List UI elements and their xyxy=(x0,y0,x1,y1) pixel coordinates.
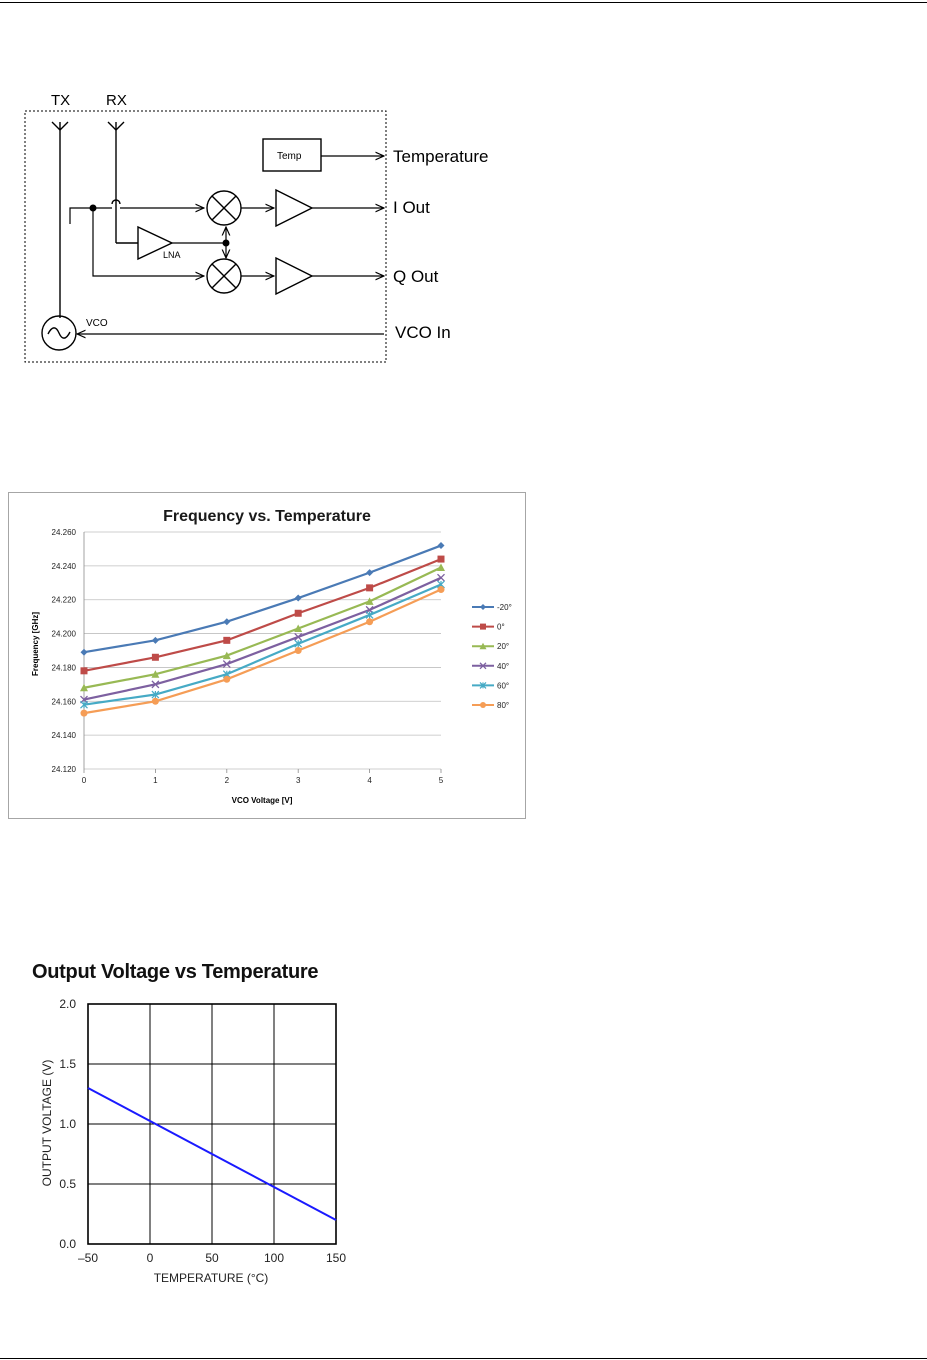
lna-label: LNA xyxy=(163,250,181,260)
x-tick-label: 50 xyxy=(205,1251,219,1265)
data-point xyxy=(152,698,159,705)
lo-junction-dot xyxy=(90,205,97,212)
temperature-output-label: Temperature xyxy=(393,147,489,166)
y-tick-label: 0.5 xyxy=(59,1177,76,1191)
y-tick-label: 24.160 xyxy=(51,697,76,707)
x-tick-label: –50 xyxy=(77,1251,99,1265)
top-rule xyxy=(0,2,927,3)
rx-antenna-icon xyxy=(108,122,138,243)
temp-block-label: Temp xyxy=(277,151,302,162)
data-point xyxy=(480,624,486,630)
x-axis-title: VCO Voltage [V] xyxy=(231,796,293,805)
tx-antenna-icon xyxy=(52,122,68,318)
output-voltage-vs-temperature-chart xyxy=(20,955,360,1295)
y-tick-label: 1.0 xyxy=(59,1117,76,1131)
legend-label: 80° xyxy=(497,701,510,710)
vco-label: VCO xyxy=(86,318,108,329)
x-tick-label: 2 xyxy=(224,776,230,785)
y-tick-label: 0.0 xyxy=(59,1237,76,1251)
x-tick-label: 150 xyxy=(325,1251,347,1265)
y-tick-label: 1.5 xyxy=(59,1057,76,1071)
i-out-label: I Out xyxy=(393,198,430,217)
y-tick-label: 24.200 xyxy=(51,629,76,639)
y-tick-label: 24.220 xyxy=(51,595,76,605)
frequency-vs-temperature-chart xyxy=(8,492,526,820)
y-axis-title: Frequency [GHz] xyxy=(31,611,40,677)
chart-title: Frequency vs. Temperature xyxy=(163,508,371,525)
legend-label: 40° xyxy=(497,661,510,671)
vco-oscillator-icon xyxy=(42,316,76,350)
data-point xyxy=(223,676,230,683)
lo-lines xyxy=(70,208,204,276)
y-tick-label: 24.140 xyxy=(51,731,76,741)
rx-label: RX xyxy=(106,92,127,109)
x-tick-label: 100 xyxy=(263,1251,285,1265)
data-point xyxy=(366,618,373,625)
legend-label: 60° xyxy=(497,681,510,691)
x-tick-label: 1 xyxy=(153,776,158,785)
q-mixer-icon xyxy=(207,259,241,293)
block-diagram xyxy=(0,80,520,380)
x-tick-label: 3 xyxy=(295,776,301,785)
data-point xyxy=(480,702,486,708)
legend-label: 20° xyxy=(497,642,510,652)
x-tick-label: 0 xyxy=(81,776,87,785)
data-point xyxy=(295,610,302,617)
y-tick-label: 24.180 xyxy=(51,663,76,673)
legend-label: -20° xyxy=(497,603,512,612)
y-tick-label: 2.0 xyxy=(59,997,76,1011)
tx-label: TX xyxy=(51,92,71,109)
chart-title: Output Voltage vs Temperature xyxy=(32,961,319,983)
x-tick-label: 4 xyxy=(367,776,372,785)
y-tick-label: 24.260 xyxy=(51,528,76,537)
data-point xyxy=(152,654,159,661)
legend-label: 0° xyxy=(497,622,505,632)
data-point xyxy=(295,647,302,654)
q-amplifier-icon xyxy=(276,258,312,294)
i-amplifier-icon xyxy=(276,190,312,226)
y-tick-label: 24.240 xyxy=(51,561,76,571)
y-tick-label: 24.120 xyxy=(51,765,76,774)
x-tick-label: 0 xyxy=(146,1251,154,1265)
vco-in-label: VCO In xyxy=(395,323,451,342)
module-boundary xyxy=(25,111,386,362)
data-point xyxy=(366,584,373,591)
chart-frame xyxy=(9,493,526,819)
y-axis-title: OUTPUT VOLTAGE (V) xyxy=(40,1059,54,1187)
data-point xyxy=(81,710,88,717)
data-point xyxy=(81,667,88,674)
x-tick-label: 5 xyxy=(438,776,444,785)
data-point xyxy=(438,586,445,593)
x-axis-title: TEMPERATURE (°C) xyxy=(153,1271,269,1285)
data-point xyxy=(223,637,230,644)
q-out-label: Q Out xyxy=(393,267,439,286)
i-mixer-icon xyxy=(207,191,241,225)
data-point xyxy=(438,556,445,563)
bottom-rule xyxy=(0,1358,927,1359)
